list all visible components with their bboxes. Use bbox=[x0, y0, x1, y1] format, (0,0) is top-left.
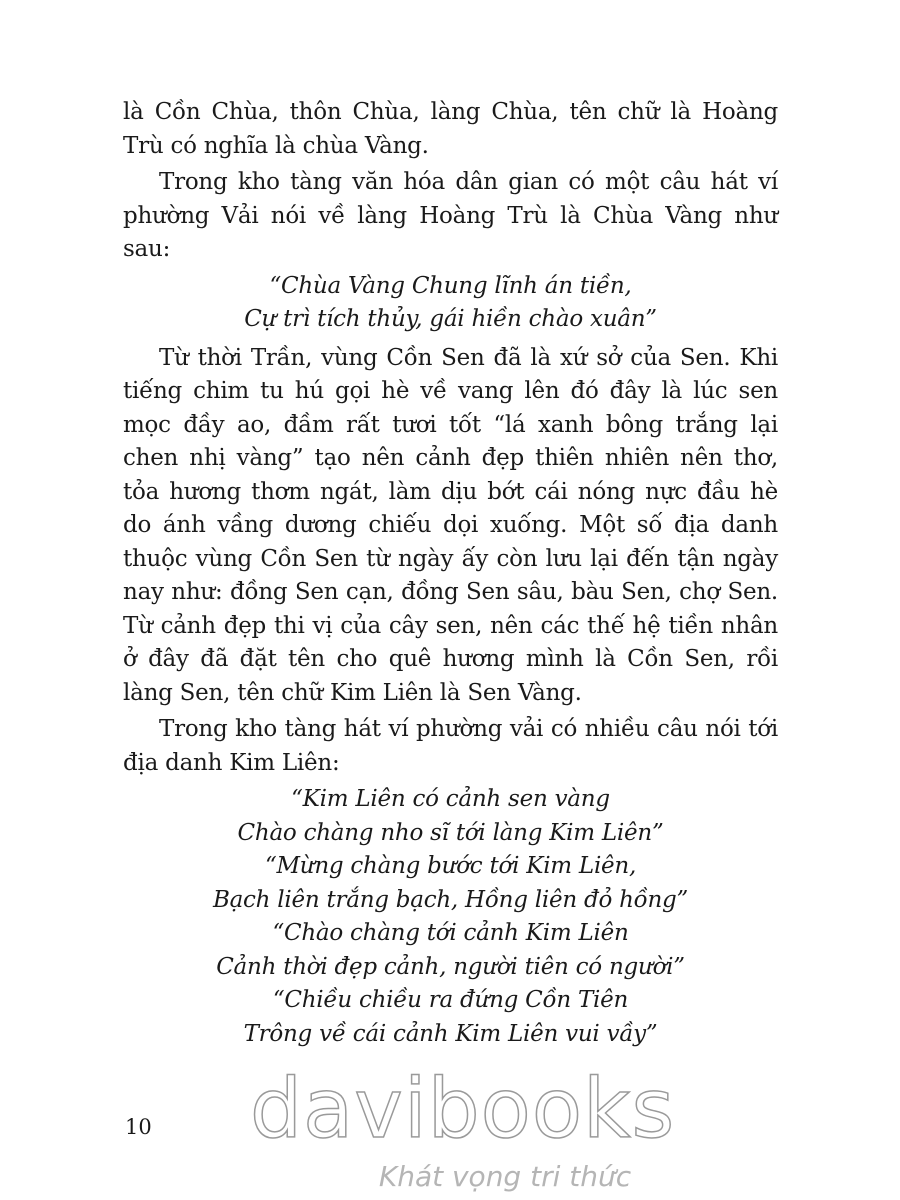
verse-line: “Chào chàng tới cảnh Kim Liên bbox=[272, 920, 629, 946]
verse-line: Cảnh thời đẹp cảnh, người tiên có người” bbox=[216, 953, 685, 980]
paragraph-2: Trong kho tàng văn hóa dân gian có một câu hát ví phường Vải nói về làng Hoàng Trù là Chùa Vàng như sau: bbox=[123, 169, 778, 262]
watermark-tagline: Khát vọng tri thức bbox=[378, 1160, 632, 1193]
verse-line: “Mừng chàng bước tới Kim Liên, bbox=[264, 853, 637, 879]
verse-line: “Kim Liên có cảnh sen vàng bbox=[291, 786, 610, 812]
paragraph-3: Từ thời Trần, vùng Cồn Sen đã là xứ sở của Sen. Khi tiếng chim tu hú gọi hè về vang lên đó đây là lúc sen mọc đầy ao, đầm rất tươi tốt “lá xanh bông trắng lại chen nhị vàng” tạo nên cảnh đẹp thiên nhiên nên thơ, tỏa hương thơm ngát, làm dịu bớt cái nóng nực đầu hè do ánh vầng dương chiếu dọi xuống. Một số địa danh thuộc vùng Cồn Sen từ ngày ấy còn lưu lại đến tận ngày nay như: đồng Sen cạn, đồng Sen sâu, bàu Sen, chợ Sen. Từ cảnh đẹp thi vị của cây sen, nên các thế hệ tiền nhân ở đây đã đặt tên cho quê hương mình là Cồn Sen, rồi làng Sen, tên chữ Kim Liên là Sen Vàng. bbox=[123, 344, 778, 706]
verse-chua-vang bbox=[123, 270, 778, 337]
watermark-logo-text: davibooks bbox=[250, 1062, 676, 1157]
verse-line: Trông về cái cảnh Kim Liên vui vầy” bbox=[243, 1020, 658, 1047]
verse-kim-lien bbox=[123, 783, 778, 1051]
verse-line: Cự trì tích thủy, gái hiền chào xuân” bbox=[244, 306, 657, 332]
verse-line: Chào chàng nho sĩ tới làng Kim Liên” bbox=[237, 819, 664, 846]
verse-line: “Chiều chiều ra đứng Cồn Tiên bbox=[272, 987, 629, 1013]
paragraph-4: Trong kho tàng hát ví phường vải có nhiều câu nói tới địa danh Kim Liên: bbox=[123, 716, 778, 776]
paragraph-1: là Cồn Chùa, thôn Chùa, làng Chùa, tên chữ là Hoàng Trù có nghĩa là chùa Vàng. bbox=[123, 99, 778, 159]
book-page-body bbox=[123, 96, 778, 1056]
verse-line: Bạch liên trắng bạch, Hồng liên đỏ hồng” bbox=[212, 886, 689, 913]
page-number: 10 bbox=[125, 1115, 152, 1139]
verse-line: “Chùa Vàng Chung lĩnh án tiền, bbox=[269, 272, 632, 299]
